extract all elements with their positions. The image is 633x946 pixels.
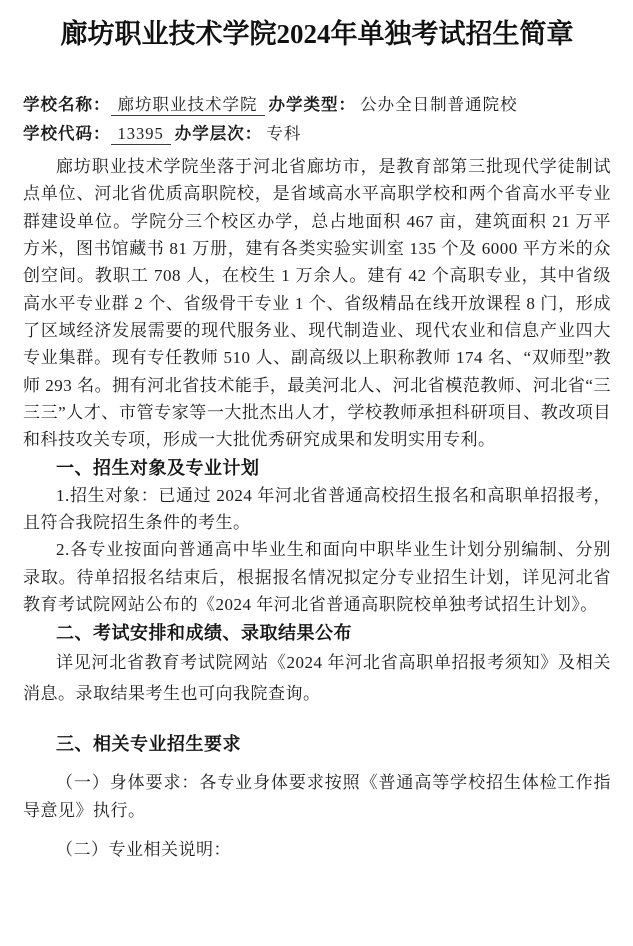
section-1-body [23,482,611,619]
school-name-value: 廊坊职业技术学院 [111,95,265,116]
school-code-label: 学校代码： [23,123,111,143]
section-2-heading: 二、考试安排和成绩、录取结果公布 [56,622,352,643]
school-info-line-2 [23,120,611,149]
section-2-body [23,647,611,710]
section-3-paragraph-2: （二）专业相关说明： [56,839,231,859]
section-major-requirements [23,730,611,864]
section-1-heading: 一、招生对象及专业计划 [56,457,260,478]
section-3-body [23,769,611,864]
section-1-paragraph-1: 1.招生对象：已通过 2024 年河北省普通高校招生报名和高职单招报考，且符合我院招生条件的考生。 [23,485,611,533]
section-exam-results [23,619,611,710]
section-3-paragraph-1: （一）身体要求：各专业身体要求按照《普通高等学校招生体检工作指导意见》执行。 [23,772,611,820]
section-admission-targets [23,454,611,619]
school-type-label: 办学类型： [268,95,356,114]
school-name-label: 学校名称： [23,95,111,114]
section-2-paragraph-1: 详见河北省教育考试院网站《2024 年河北省高职单招报考须知》及相关消息。录取结果考生也可向我院查询。 [23,652,611,703]
school-code-value: 13395 [111,124,171,145]
section-3-heading: 三、相关专业招生要求 [56,733,241,754]
school-level-label: 办学层次： [174,123,263,143]
school-info-block [23,91,611,148]
school-level-value: 专科 [266,123,302,143]
school-type-value: 公办全日制普通院校 [360,95,518,114]
intro-paragraph: 廊坊职业技术学院坐落于河北省廊坊市，是教育部第三批现代学徒制试点单位、河北省优质高职院校，是省域高水平高职学校和两个省高水平专业群建设单位。学院分三个校区办学，总占地面积 467 亩，建筑面积 21 万平方米，图书馆藏书 81 万册，建有各类实验实训室 135 个及 6000 平方米的众创空间。教职工 708 人，在校生 1 万余人。建有 42 个高职专业，其中省级高水平专业群 2 个、省级骨干专业 1 个、省级精品在线开放课程 8 门，形成了区域经济发展需要的现代服务业、现代制造业、现代农业和信息产业四大专业集群。现有专任教师 510 人、副高级以上职称教师 174 名、“双师型”教师 293 名。拥有河北省技术能手，最美河北人、河北省模范教师、河北省“三三三”人才、市管专家等一大批杰出人才，学校教师承担科研项目、教改项目和科技攻关专项，形成一大批优秀研究成果和发明实用专利。 [23,157,611,450]
intro-block [23,153,611,454]
document-title: 廊坊职业技术学院2024年单独考试招生简章 [60,19,574,49]
section-1-paragraph-2: 2.各专业按面向普通高中毕业生和面向中职毕业生计划分别编制、分别录取。待单招报名结束后，根据报名情况拟定分专业招生计划，详见河北省教育考试院网站公布的《2024 年河北省普通高职院校单独考试招生计划》。 [23,540,611,615]
school-info-line-1 [23,91,611,120]
